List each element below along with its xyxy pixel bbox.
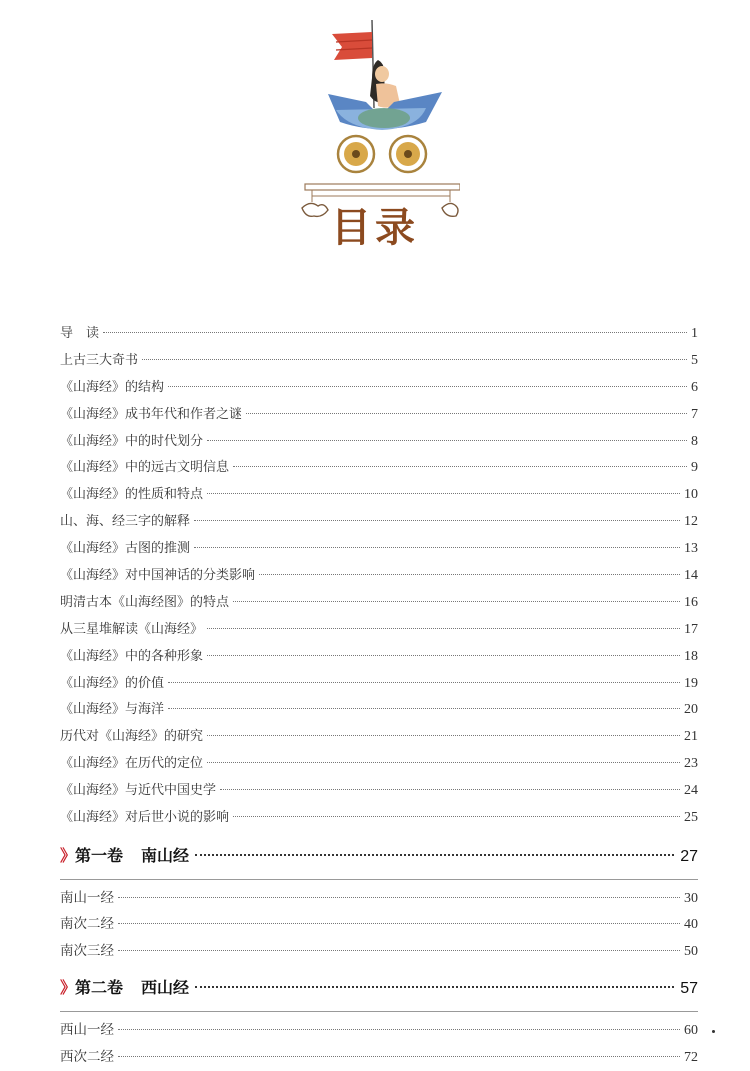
section-name: 西山经 <box>141 978 190 998</box>
toc-sub-entry-label: 南次三经 <box>60 942 114 959</box>
toc-entry[interactable] <box>60 725 698 752</box>
section-marker-icon: 》 <box>60 845 74 865</box>
toc-entry[interactable] <box>60 779 698 806</box>
dot-leader <box>233 816 680 817</box>
toc-entry-label: 历代对《山海经》的研究 <box>60 729 204 745</box>
toc-entry-page: 18 <box>684 648 698 664</box>
toc-section-list <box>60 833 698 1071</box>
dot-leader <box>118 897 680 898</box>
toc-entry-page: 5 <box>691 352 698 368</box>
toc-entry[interactable] <box>60 322 698 349</box>
toc-entry-page: 9 <box>691 460 698 476</box>
toc-sub-entry-page: 60 <box>684 1023 698 1039</box>
toc-entry[interactable] <box>60 483 698 510</box>
page-corner-mark <box>712 1030 715 1033</box>
dot-leader <box>103 332 687 333</box>
toc-sub-entry[interactable] <box>60 912 698 939</box>
toc-entry[interactable] <box>60 376 698 403</box>
section-title <box>75 843 189 866</box>
toc-sub-entry-page: 72 <box>684 1049 698 1065</box>
toc-sub-entry[interactable] <box>60 939 698 966</box>
dot-leader <box>259 574 680 575</box>
section-page: 27 <box>680 847 698 865</box>
dot-leader <box>195 986 674 988</box>
toc-entry[interactable] <box>60 349 698 376</box>
toc-entry-label: 《山海经》的结构 <box>60 379 165 395</box>
toc-entry-page: 10 <box>684 487 698 503</box>
toc-entry-page: 12 <box>684 514 698 530</box>
dot-leader <box>118 923 680 924</box>
toc-sub-entry-label: 西次二经 <box>60 1048 114 1065</box>
section-name: 南山经 <box>141 845 190 865</box>
dot-leader <box>207 628 680 629</box>
section-title <box>75 975 189 998</box>
toc-entry-label: 《山海经》中的远古文明信息 <box>60 460 230 476</box>
toc-entry-label: 导 读 <box>60 326 100 341</box>
toc-entry-label: 《山海经》在历代的定位 <box>60 756 204 772</box>
toc-entry-page: 8 <box>691 433 698 449</box>
dot-leader <box>118 950 680 951</box>
toc-entry[interactable] <box>60 537 698 564</box>
dot-leader <box>168 708 680 709</box>
toc-sub-entry-label: 南山一经 <box>60 889 114 906</box>
toc-sub-entry[interactable] <box>60 886 698 913</box>
toc-section-heading[interactable] <box>60 841 698 880</box>
toc-entry[interactable] <box>60 806 698 833</box>
toc-sub-entry[interactable] <box>60 1018 698 1045</box>
toc-entry[interactable] <box>60 403 698 430</box>
dot-leader <box>168 386 687 387</box>
toc-entry-label: 《山海经》中的时代划分 <box>60 433 204 449</box>
toc-entry-page: 14 <box>684 568 698 584</box>
toc-entry-page: 16 <box>684 594 698 610</box>
dot-leader <box>233 601 680 602</box>
toc-sub-entry-page: 50 <box>684 943 698 959</box>
dot-leader <box>118 1056 680 1057</box>
toc-entry-page: 1 <box>691 326 698 341</box>
toc-sub-entry-label: 南次二经 <box>60 916 114 933</box>
toc-entry-page: 7 <box>691 406 698 422</box>
toc-entry[interactable] <box>60 698 698 725</box>
toc-entry[interactable] <box>60 645 698 672</box>
dot-leader <box>194 520 680 521</box>
toc-entry-page: 21 <box>684 729 698 745</box>
toc-entry-label: 《山海经》成书年代和作者之谜 <box>60 406 243 422</box>
dot-leader <box>118 1029 680 1030</box>
toc-entry-label: 《山海经》中的各种形象 <box>60 648 204 664</box>
toc-entry-label: 《山海经》的价值 <box>60 675 165 691</box>
toc-entry-page: 25 <box>684 810 698 826</box>
dot-leader <box>207 735 680 736</box>
section-page: 57 <box>680 980 698 998</box>
toc-section-heading[interactable] <box>60 973 698 1012</box>
toc-intro-list <box>60 322 698 833</box>
section-marker-icon: 》 <box>60 978 74 998</box>
table-of-contents <box>60 322 698 1071</box>
dot-leader <box>142 359 687 360</box>
toc-entry-label: 从三星堆解读《山海经》 <box>60 621 204 637</box>
toc-entry-page: 20 <box>684 702 698 718</box>
toc-entry-label: 《山海经》与海洋 <box>60 702 165 718</box>
toc-entry-page: 19 <box>684 675 698 691</box>
section-volume: 第二卷 <box>75 978 124 998</box>
toc-entry-page: 13 <box>684 541 698 557</box>
page-title: 目录 <box>331 205 419 251</box>
dot-leader <box>168 682 680 683</box>
toc-entry[interactable] <box>60 591 698 618</box>
toc-sub-entry-page: 30 <box>684 890 698 906</box>
dot-leader <box>194 547 680 548</box>
toc-entry-label: 《山海经》与近代中国史学 <box>60 783 217 799</box>
toc-entry[interactable] <box>60 456 698 483</box>
dot-leader <box>207 440 687 441</box>
dot-leader <box>220 789 680 790</box>
section-spacer <box>60 833 698 841</box>
toc-entry-label: 《山海经》对后世小说的影响 <box>60 810 230 826</box>
dot-leader <box>207 655 680 656</box>
toc-entry-label: 《山海经》古图的推测 <box>60 541 191 557</box>
toc-entry-label: 《山海经》的性质和特点 <box>60 487 204 503</box>
toc-entry-page: 6 <box>691 379 698 395</box>
toc-entry-label: 上古三大奇书 <box>60 352 139 368</box>
toc-entry-label: 《山海经》对中国神话的分类影响 <box>60 568 256 584</box>
toc-sub-entry-page: 40 <box>684 917 698 933</box>
toc-entry-page: 24 <box>684 783 698 799</box>
dot-leader <box>207 493 680 494</box>
toc-entry-label: 明清古本《山海经图》的特点 <box>60 594 230 610</box>
toc-entry-label: 山、海、经三字的解释 <box>60 514 191 530</box>
toc-sub-entry[interactable] <box>60 1045 698 1071</box>
section-volume: 第一卷 <box>75 845 124 865</box>
toc-entry-page: 17 <box>684 621 698 637</box>
toc-entry[interactable] <box>60 752 698 779</box>
toc-entry-page: 23 <box>684 756 698 772</box>
dot-leader <box>207 762 680 763</box>
dot-leader <box>246 413 687 414</box>
toc-entry[interactable] <box>60 430 698 457</box>
section-spacer <box>60 965 698 973</box>
dot-leader <box>233 466 687 467</box>
toc-sub-entry-label: 西山一经 <box>60 1022 114 1039</box>
dot-leader <box>195 854 674 856</box>
toc-entry[interactable] <box>60 510 698 537</box>
toc-entry[interactable] <box>60 564 698 591</box>
toc-entry[interactable] <box>60 618 698 645</box>
toc-entry[interactable] <box>60 672 698 699</box>
